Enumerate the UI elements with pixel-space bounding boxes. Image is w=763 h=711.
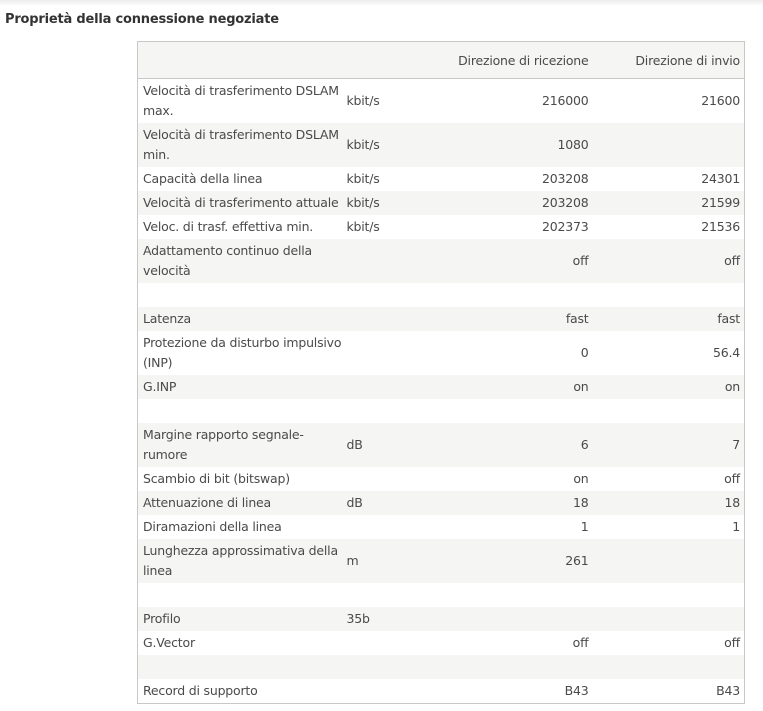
table-row — [138, 423, 745, 467]
send-value: on — [593, 375, 745, 399]
receive-value: off — [405, 631, 593, 655]
send-value — [593, 399, 745, 423]
row-unit: kbit/s — [343, 191, 405, 215]
send-value: 56.4 — [593, 331, 745, 375]
row-label — [138, 655, 343, 679]
receive-value — [405, 583, 593, 607]
receive-value: on — [405, 375, 593, 399]
row-unit — [343, 239, 405, 283]
row-label: Velocità di trasferimento DSLAM min. — [138, 123, 343, 167]
table-row — [138, 467, 745, 491]
table-row — [138, 607, 745, 631]
table-row — [138, 679, 745, 704]
receive-value: 1080 — [405, 123, 593, 167]
table-row — [138, 307, 745, 331]
send-value: off — [593, 631, 745, 655]
receive-value: 216000 — [405, 79, 593, 124]
row-label — [138, 583, 343, 607]
row-label: Capacità della linea — [138, 167, 343, 191]
top-shadow — [0, 0, 763, 6]
receive-value: 203208 — [405, 167, 593, 191]
table-row — [138, 583, 745, 607]
receive-value: 202373 — [405, 215, 593, 239]
header-receive-direction: Direzione di ricezione — [405, 42, 593, 79]
row-unit — [343, 307, 405, 331]
row-unit: kbit/s — [343, 167, 405, 191]
row-unit: 35b — [343, 607, 405, 631]
table-row — [138, 283, 745, 307]
row-unit — [343, 331, 405, 375]
table-header-row — [138, 42, 745, 79]
send-value: off — [593, 467, 745, 491]
row-label — [138, 283, 343, 307]
send-value — [593, 655, 745, 679]
row-unit — [343, 583, 405, 607]
receive-value: 203208 — [405, 191, 593, 215]
row-unit — [343, 375, 405, 399]
row-label: Profilo — [138, 607, 343, 631]
send-value — [593, 583, 745, 607]
row-label: Latenza — [138, 307, 343, 331]
receive-value: on — [405, 467, 593, 491]
row-unit — [343, 467, 405, 491]
row-label: Lunghezza approssimativa della linea — [138, 539, 343, 583]
row-label: Attenuazione di linea — [138, 491, 343, 515]
row-unit: dB — [343, 491, 405, 515]
table-row — [138, 167, 745, 191]
row-label: G.Vector — [138, 631, 343, 655]
table-row — [138, 215, 745, 239]
row-label: Margine rapporto segnale-rumore — [138, 423, 343, 467]
send-value: 21600 — [593, 79, 745, 124]
row-label: G.INP — [138, 375, 343, 399]
receive-value — [405, 399, 593, 423]
send-value — [593, 607, 745, 631]
send-value: 7 — [593, 423, 745, 467]
header-unit — [343, 42, 405, 79]
row-unit — [343, 679, 405, 704]
receive-value: 261 — [405, 539, 593, 583]
table-row — [138, 399, 745, 423]
row-unit — [343, 399, 405, 423]
row-label — [138, 399, 343, 423]
row-label: Velocità di trasferimento DSLAM max. — [138, 79, 343, 124]
receive-value: fast — [405, 307, 593, 331]
row-label: Velocità di trasferimento attuale — [138, 191, 343, 215]
send-value — [593, 539, 745, 583]
send-value: 21536 — [593, 215, 745, 239]
row-unit: kbit/s — [343, 215, 405, 239]
header-send-direction: Direzione di invio — [593, 42, 745, 79]
row-unit: m — [343, 539, 405, 583]
row-unit — [343, 655, 405, 679]
row-unit: kbit/s — [343, 123, 405, 167]
table-row — [138, 331, 745, 375]
row-label: Record di supporto — [138, 679, 343, 704]
receive-value: B43 — [405, 679, 593, 704]
send-value: off — [593, 239, 745, 283]
receive-value: 6 — [405, 423, 593, 467]
row-unit — [343, 515, 405, 539]
header-label — [138, 42, 343, 79]
receive-value — [405, 283, 593, 307]
send-value: 18 — [593, 491, 745, 515]
send-value: fast — [593, 307, 745, 331]
receive-value: 0 — [405, 331, 593, 375]
row-label: Veloc. di trasf. effettiva min. — [138, 215, 343, 239]
send-value: 24301 — [593, 167, 745, 191]
row-unit — [343, 283, 405, 307]
receive-value: 1 — [405, 515, 593, 539]
row-label: Scambio di bit (bitswap) — [138, 467, 343, 491]
row-label: Adattamento continuo della velocità — [138, 239, 343, 283]
send-value: 1 — [593, 515, 745, 539]
send-value: 21599 — [593, 191, 745, 215]
receive-value: off — [405, 239, 593, 283]
send-value — [593, 283, 745, 307]
table-row — [138, 655, 745, 679]
section-title: Proprietà della connessione negoziate — [5, 12, 279, 27]
table-row — [138, 239, 745, 283]
send-value — [593, 123, 745, 167]
row-unit — [343, 631, 405, 655]
table-row — [138, 191, 745, 215]
connection-properties-table — [137, 41, 745, 704]
table-row — [138, 515, 745, 539]
receive-value — [405, 655, 593, 679]
table-row — [138, 539, 745, 583]
row-label: Diramazioni della linea — [138, 515, 343, 539]
send-value: B43 — [593, 679, 745, 704]
table-row — [138, 123, 745, 167]
table-row — [138, 631, 745, 655]
row-unit: kbit/s — [343, 79, 405, 124]
table-row — [138, 375, 745, 399]
row-label: Protezione da disturbo impulsivo (INP) — [138, 331, 343, 375]
row-unit: dB — [343, 423, 405, 467]
table-row — [138, 491, 745, 515]
receive-value — [405, 607, 593, 631]
receive-value: 18 — [405, 491, 593, 515]
table-row — [138, 79, 745, 124]
